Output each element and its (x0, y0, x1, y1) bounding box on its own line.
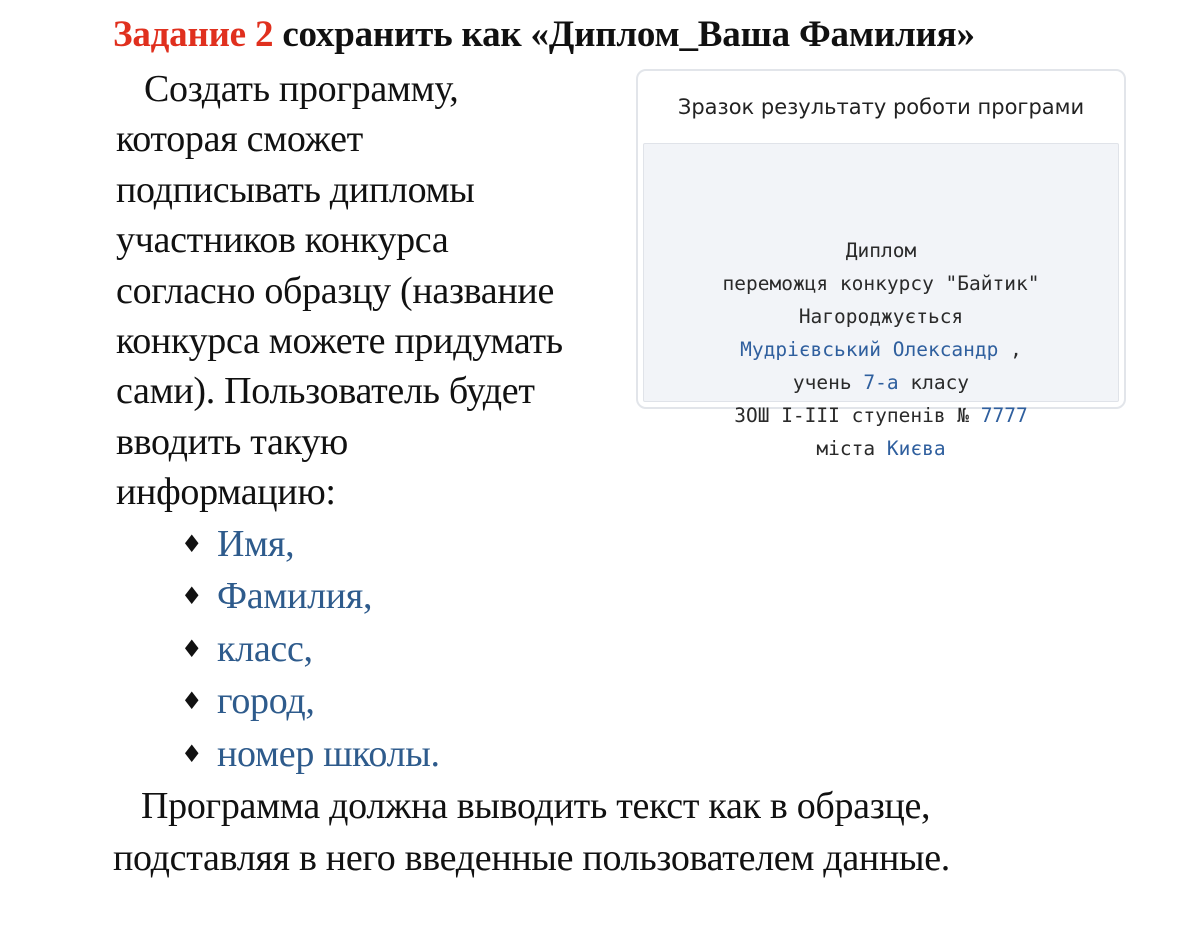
field-label: Фамилия, (217, 575, 373, 618)
sample-school-number: 7777 (980, 404, 1028, 427)
input-fields-list (178, 518, 440, 780)
sample-city-value: Києва (886, 437, 946, 460)
diamond-bullet-icon: ♦ (181, 739, 203, 768)
sample-output-card (636, 69, 1126, 460)
description-line: сами). Пользователь будет (116, 370, 535, 413)
description-line: вводить такую (116, 420, 348, 463)
sample-name-line (644, 333, 1118, 366)
list-item (178, 570, 440, 622)
task-description (116, 64, 631, 518)
list-item (178, 675, 440, 727)
field-label: класс, (217, 627, 313, 670)
sample-school-prefix: ЗОШ І-ІІІ ступенів № (734, 404, 981, 427)
sample-school-line (644, 399, 1118, 432)
sample-student-suffix: класу (898, 371, 970, 394)
diamond-bullet-icon: ♦ (181, 634, 203, 663)
task-number: Задание 2 (113, 14, 274, 55)
sample-awarded-line: Нагороджується (798, 305, 964, 328)
description-line: подписывать дипломы (116, 168, 475, 211)
sample-winner-line: переможця конкурсу "Байтик" (722, 272, 1040, 295)
description-line: согласно образцу (название (116, 269, 555, 312)
sample-city-prefix: міста (816, 437, 887, 460)
sample-output-body (643, 143, 1119, 460)
diamond-bullet-icon: ♦ (181, 582, 203, 611)
field-label: город, (217, 680, 315, 723)
sample-student-prefix: учень (792, 371, 864, 394)
sample-name-suffix: , (998, 338, 1022, 361)
sample-class-line (644, 366, 1118, 399)
list-item (178, 728, 440, 780)
list-item (178, 518, 440, 570)
conclusion-line: подставляя в него введенные пользователем данные. (113, 837, 950, 879)
sample-title: Зразок результату роботи програми (677, 95, 1085, 119)
conclusion-line: Программа должна выводить текст как в образце, (141, 785, 931, 827)
field-label: Имя, (217, 523, 295, 565)
description-line: которая сможет (116, 118, 363, 161)
sample-name-value: Мудрієвський Олександр (740, 338, 999, 361)
description-line: участников конкурса (116, 219, 449, 262)
description-line: информацию: (116, 471, 336, 514)
diamond-bullet-icon: ♦ (181, 530, 203, 558)
task-conclusion (113, 780, 1113, 884)
field-label: номер школы. (217, 732, 440, 775)
list-item (178, 623, 440, 675)
task-heading (113, 12, 975, 58)
sample-city-line (644, 432, 1118, 465)
sample-diploma-line: Диплом (845, 239, 917, 262)
task-instruction: сохранить как «Диплом_Ваша Фамилия» (282, 14, 975, 55)
description-line: конкурса можете придумать (116, 320, 563, 363)
sample-class-value: 7-а (863, 371, 899, 394)
description-line: Создать программу, (144, 68, 459, 110)
diamond-bullet-icon: ♦ (181, 687, 203, 716)
